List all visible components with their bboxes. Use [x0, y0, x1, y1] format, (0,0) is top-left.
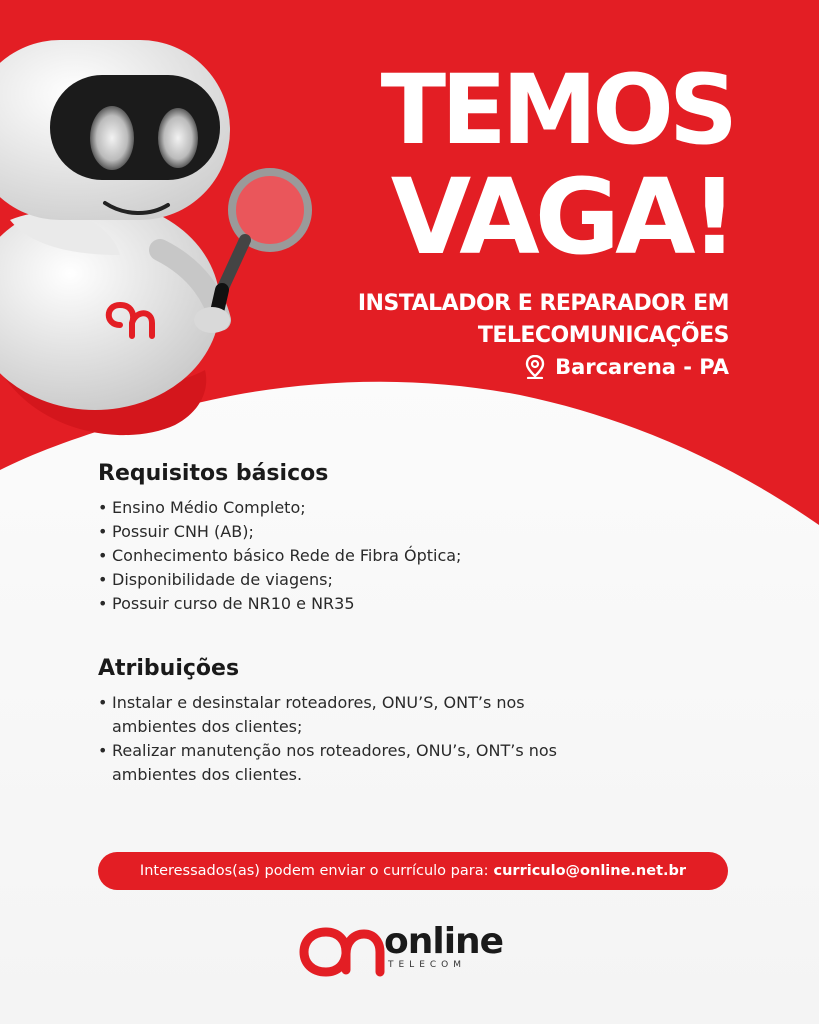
- list-item: • Possuir CNH (AB);: [98, 520, 461, 544]
- requirements-section: [98, 460, 461, 616]
- job-title-line-1: INSTALADOR E REPARADOR EM: [357, 291, 729, 316]
- brand-subtitle: TELECOM: [388, 960, 467, 970]
- list-item: • Instalar e desinstalar roteadores, ONU’S, ONT’s nos ambientes dos clientes;: [98, 691, 598, 739]
- headline-line-1: TEMOS: [380, 54, 733, 166]
- headline: [380, 54, 733, 278]
- requirements-title: Requisitos básicos: [98, 461, 329, 486]
- job-title: [358, 288, 729, 352]
- duties-list: [98, 691, 598, 787]
- requirements-list: [98, 496, 461, 616]
- location-text: Barcarena - PA: [555, 355, 729, 379]
- list-item: • Conhecimento básico Rede de Fibra Óptica;: [98, 544, 461, 568]
- list-item: • Disponibilidade de viagens;: [98, 568, 461, 592]
- location-pin-icon: [525, 355, 545, 379]
- contact-email[interactable]: curriculo@online.net.br: [493, 863, 687, 879]
- location: [525, 353, 729, 381]
- contact-banner: [98, 852, 728, 890]
- headline-line-2: VAGA!: [390, 156, 733, 278]
- list-item: • Possuir curso de NR10 e NR35: [98, 592, 461, 616]
- duties-section: [98, 655, 598, 787]
- contact-text: Interessados(as) podem enviar o currículo para:: [139, 863, 489, 879]
- brand-name: online: [384, 921, 504, 962]
- job-title-line-2: TELECOMUNICAÇÕES: [477, 323, 729, 348]
- list-item: • Realizar manutenção nos roteadores, ONU’s, ONT’s nos ambientes dos clientes.: [98, 739, 598, 787]
- robot-mascot: [0, 20, 330, 460]
- list-item: • Ensino Médio Completo;: [98, 496, 461, 520]
- duties-title: Atribuições: [98, 656, 240, 681]
